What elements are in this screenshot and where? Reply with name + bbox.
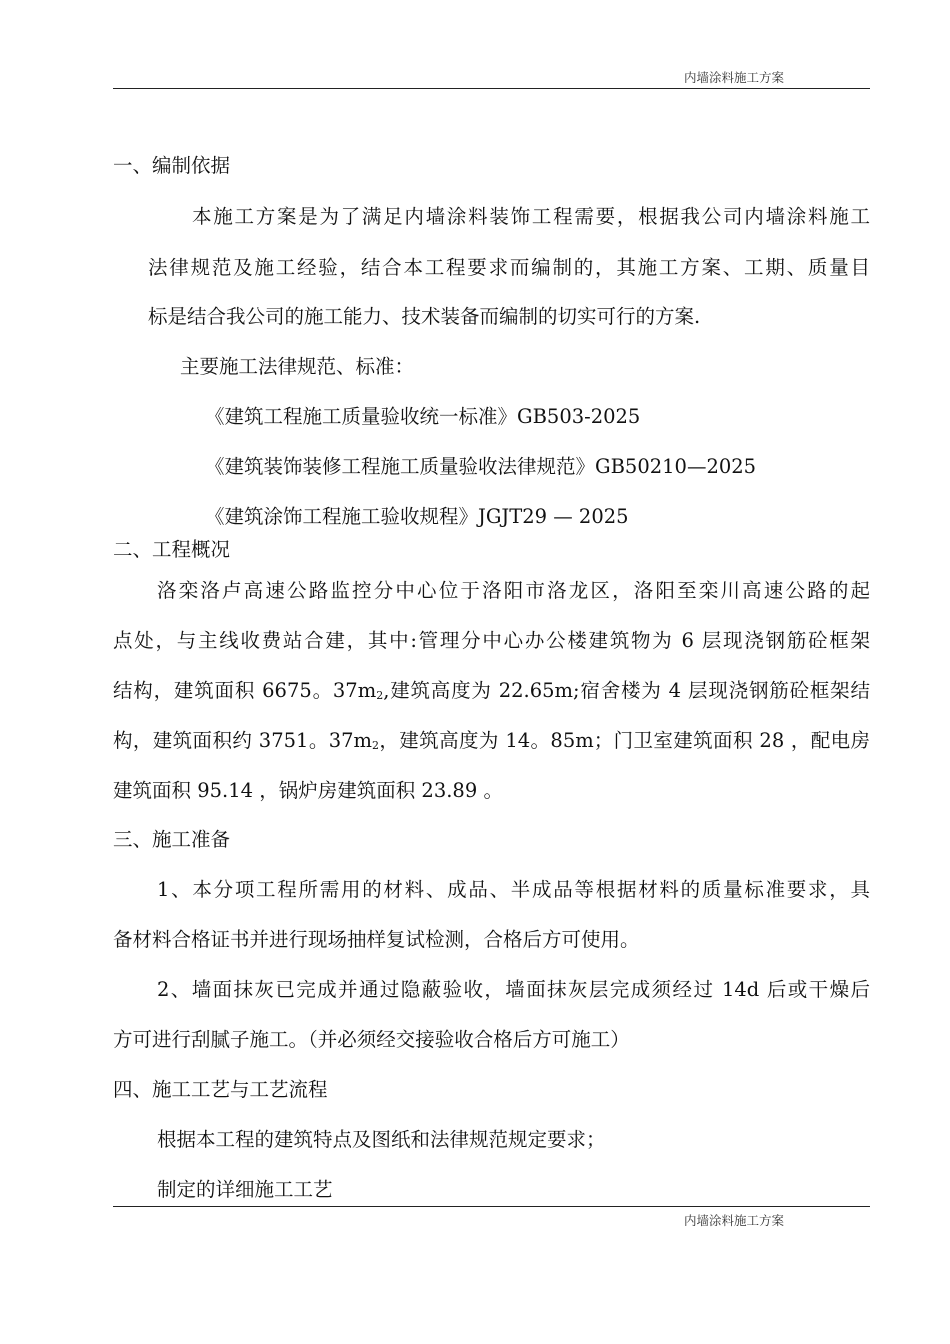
footer-title: 内墙涂料施工方案 — [683, 1213, 784, 1228]
section-heading-4: 四、施工工艺与工艺流程 — [113, 1078, 328, 1101]
paragraph-line: 点处，与主线收费站合建，其中:管理分中心办公楼建筑物为 6 层现浇钢筋砼框架 — [113, 629, 870, 652]
section-heading-1: 一、编制依据 — [113, 154, 231, 177]
paragraph-line: 洛栾洛卢高速公路监控分中心位于洛阳市洛龙区，洛阳至栾川高速公路的起 — [157, 579, 870, 602]
paragraph-line: 构，建筑面积约 3751。$37m_2$，建筑高度为 14。85m；门卫室建筑面积 28 ，配电房 — [113, 729, 870, 752]
page-footer — [113, 1206, 870, 1227]
paragraph-line: 制定的详细施工工艺 — [157, 1178, 333, 1201]
paragraph-line: 1、本分项工程所需用的材料、成品、半成品等根据材料的质量标准要求，具 — [157, 878, 870, 901]
standard-item: 《建筑工程施工质量验收统一标准》GB503-2025 — [205, 405, 641, 428]
paragraph-line: 备材料合格证书并进行现场抽样复试检测，合格后方可使用。 — [113, 928, 640, 951]
paragraph-line: 建筑面积 95.14 ，锅炉房建筑面积 23.89 。 — [113, 779, 503, 802]
header-title: 内墙涂料施工方案 — [683, 70, 784, 85]
paragraph-line: 结构，建筑面积 6675。$37m_2$,建筑高度为 22.65m;宿舍楼为 4 层现浇钢筋砼框架结 — [113, 679, 870, 702]
paragraph-line: 2、墙面抹灰已完成并通过隐蔽验收，墙面抹灰层完成须经过 14d 后或干燥后 — [157, 978, 870, 1001]
standard-item: 《建筑装饰装修工程施工质量验收法律规范》GB50210—2025 — [205, 455, 757, 478]
paragraph-line: 方可进行刮腻子施工。（并必须经交接验收合格后方可施工） — [113, 1028, 630, 1051]
standards-label: 主要施工法律规范、标准： — [180, 355, 415, 378]
paragraph-line: 本施工方案是为了满足内墙涂料装饰工程需要，根据我公司内墙涂料施工 — [192, 205, 870, 228]
page-header — [113, 66, 870, 89]
paragraph-line: 根据本工程的建筑特点及图纸和法律规范规定要求； — [157, 1128, 606, 1151]
paragraph-line: 法律规范及施工经验，结合本工程要求而编制的，其施工方案、工期、质量目 — [148, 256, 870, 279]
section-heading-2: 二、工程概况 — [113, 538, 231, 561]
paragraph-line: 标是结合我公司的施工能力、技术装备而编制的切实可行的方案. — [148, 305, 701, 328]
standard-item: 《建筑涂饰工程施工验收规程》JGJT29 — 2025 — [205, 505, 629, 528]
section-heading-3: 三、施工准备 — [113, 828, 231, 851]
